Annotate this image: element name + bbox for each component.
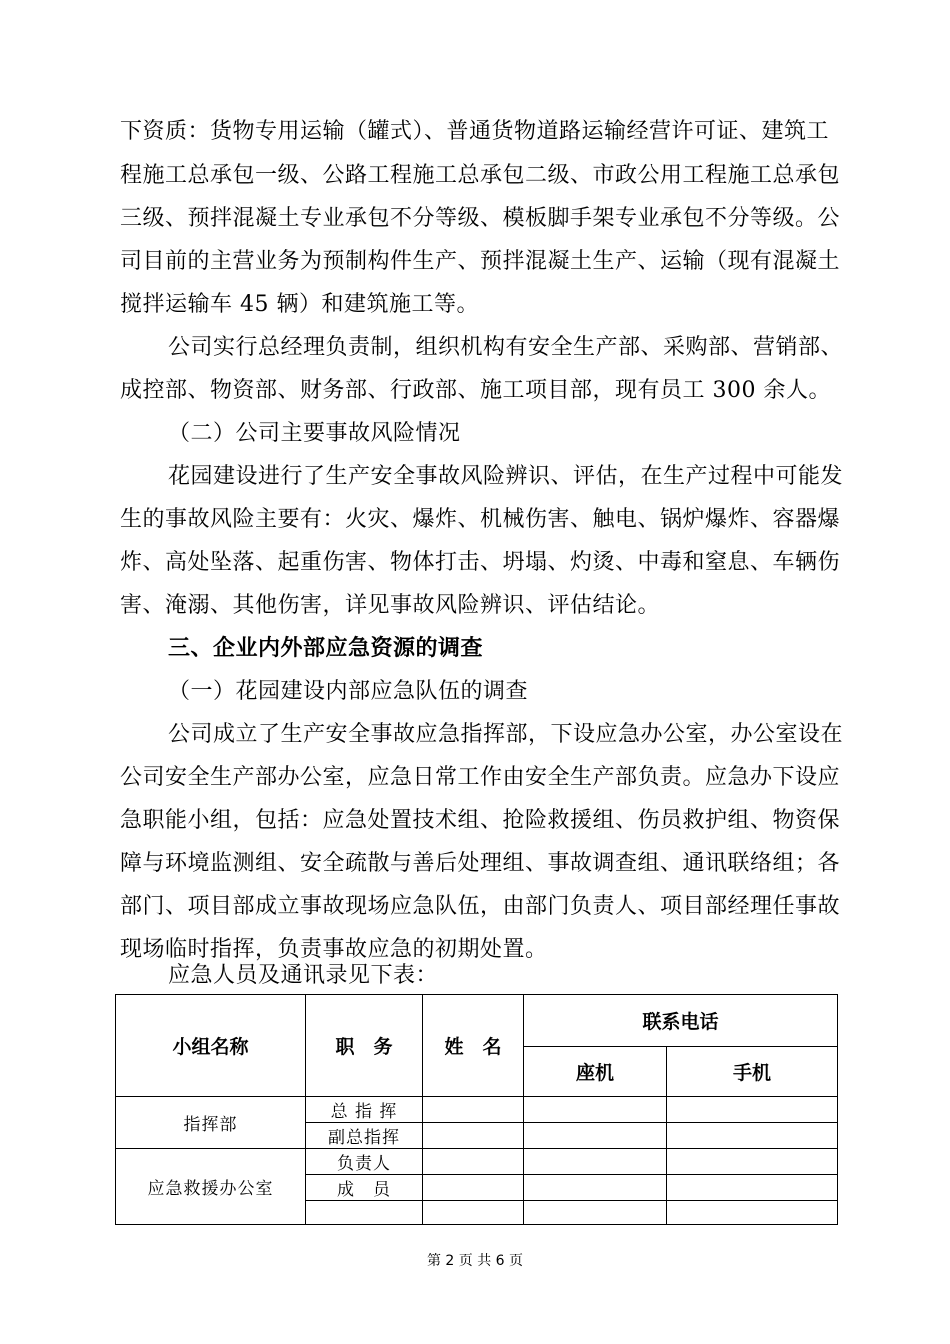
header-group-name: 小组名称 (116, 995, 306, 1097)
header-contact-phone: 联系电话 (524, 995, 838, 1047)
mobile-cell (667, 1097, 838, 1123)
name-cell (423, 1097, 524, 1123)
body-text-line: 三级、预拌混凝土专业承包不分等级、模板脚手架专业承包不分等级。公 (120, 206, 841, 231)
body-text-line: 搅拌运输车 45 辆）和建筑施工等。 (120, 292, 479, 317)
header-duty: 职 务 (306, 995, 423, 1097)
duty-cell: 成 员 (306, 1175, 423, 1201)
mobile-cell (667, 1149, 838, 1175)
mobile-cell (667, 1123, 838, 1149)
body-text-line: 司目前的主营业务为预制构件生产、预拌混凝土生产、运输（现有混凝土 (120, 249, 841, 274)
page-footer: 第 2 页 共 6 页 (426, 1253, 524, 1269)
landline-cell (524, 1097, 667, 1123)
landline-cell (524, 1175, 667, 1201)
name-cell (423, 1175, 524, 1201)
body-text-line: 公司实行总经理负责制，组织机构有安全生产部、采购部、营销部、 (168, 335, 844, 360)
group-name-cell: 应急救援办公室 (116, 1149, 306, 1225)
header-name: 姓 名 (423, 995, 524, 1097)
name-cell (423, 1149, 524, 1175)
body-text-line: 现场临时指挥，负责事故应急的初期处置。 (120, 937, 548, 962)
duty-cell: 副总指挥 (306, 1123, 423, 1149)
section-subheading: （二）公司主要事故风险情况 (168, 421, 461, 446)
landline-cell (524, 1201, 667, 1225)
duty-cell: 总 指 挥 (306, 1097, 423, 1123)
body-text-line: 下资质：货物专用运输（罐式）、普通货物道路运输经营许可证、建筑工 (120, 119, 830, 144)
body-text-line: 公司成立了生产安全事故应急指挥部，下设应急办公室，办公室设在 (168, 722, 844, 747)
emergency-contact-table (115, 994, 838, 1225)
body-text-line: 部门、项目部成立事故现场应急队伍，由部门负责人、项目部经理任事故 (120, 894, 841, 919)
body-text-line: 公司安全生产部办公室，应急日常工作由安全生产部负责。应急办下设应 (120, 765, 841, 790)
table-row (116, 1097, 838, 1123)
landline-cell (524, 1149, 667, 1175)
body-text-line: 花园建设进行了生产安全事故风险辨识、评估，在生产过程中可能发 (168, 464, 844, 489)
name-cell (423, 1201, 524, 1225)
header-mobile: 手机 (667, 1047, 838, 1097)
section-heading: 三、企业内外部应急资源的调查 (168, 636, 484, 661)
mobile-cell (667, 1175, 838, 1201)
mobile-cell (667, 1201, 838, 1225)
group-name-cell: 指挥部 (116, 1097, 306, 1149)
body-text-line: 成控部、物资部、财务部、行政部、施工项目部，现有员工 300 余人。 (120, 378, 831, 403)
body-text-line: 炸、高处坠落、起重伤害、物体打击、坍塌、灼烫、中毒和窒息、车辆伤 (120, 550, 841, 575)
header-landline: 座机 (524, 1047, 667, 1097)
body-text-line: 程施工总承包一级、公路工程施工总承包二级、市政公用工程施工总承包 (120, 163, 841, 188)
body-text-line: 生的事故风险主要有：火灾、爆炸、机械伤害、触电、锅炉爆炸、容器爆 (120, 507, 841, 532)
section-subheading: （一）花园建设内部应急队伍的调查 (168, 679, 529, 704)
duty-cell (306, 1201, 423, 1225)
table-caption: 应急人员及通讯录见下表： (168, 963, 439, 988)
body-text-line: 害、淹溺、其他伤害，详见事故风险辨识、评估结论。 (120, 593, 661, 618)
duty-cell: 负责人 (306, 1149, 423, 1175)
body-text-line: 急职能小组，包括：应急处置技术组、抢险救援组、伤员救护组、物资保 (120, 808, 841, 833)
name-cell (423, 1123, 524, 1149)
table-row (116, 1149, 838, 1175)
landline-cell (524, 1123, 667, 1149)
body-text-line: 障与环境监测组、安全疏散与善后处理组、事故调查组、通讯联络组；各 (120, 851, 841, 876)
